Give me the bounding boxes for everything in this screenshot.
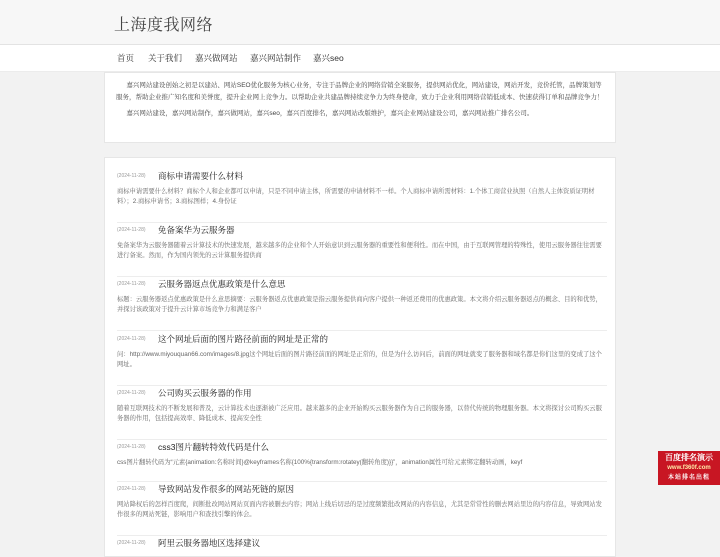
badge-url: www.f360f.com xyxy=(667,465,711,471)
article-item xyxy=(117,483,607,536)
badge-title: 百度排名演示 xyxy=(665,453,713,462)
article-title-link[interactable]: 云服务器返点优惠政策是什么意思 xyxy=(158,279,286,289)
article-date: (2024-11-28) xyxy=(117,281,146,287)
main-nav xyxy=(0,45,720,72)
article-item xyxy=(117,441,607,482)
nav-item-jiaxing-seo[interactable]: 嘉兴seo xyxy=(313,53,344,63)
article-date: (2024-11-28) xyxy=(117,540,146,546)
badge-subtitle: 本站排名出租 xyxy=(667,475,710,481)
article-summary: 问：http://www.miyouquan66.com/images/8.jpg这个网址后面的图片路径前面的网址是正常的，但是为什么访问后，前面的网址就变了服务器和域名都是你们这里的变成了这个网址。 xyxy=(117,351,602,368)
article-summary: 商标申请需要什么材料？商标个人和企业都可以申请，只是不同申请主体，所需要的申请材料不一样。个人商标申请所需材料：1.个体工商营业执照（自然人主体资质证明材料）；2.商标申请书；3.商标图样；4.身份证 xyxy=(117,188,595,205)
intro-keywords: 嘉兴网站建设，嘉兴网站制作，嘉兴做网站，嘉兴seo，嘉兴百度排名，嘉兴网站改版维护，嘉兴企业网站建设公司，嘉兴网站推广排名公司。 xyxy=(126,110,534,117)
article-date: (2024-11-28) xyxy=(117,173,146,179)
article-item xyxy=(117,537,607,557)
article-summary: 标题：云服务器返点优惠政策是什么意思摘要：云服务器返点优惠政策是指云服务提供商向客户提供一种返还费用的优惠政策。本文将介绍云服务器返点的概念、目的和优势，并探讨该政策对于提升云计算市场竞争力和满足客户 xyxy=(117,296,602,313)
article-title-link[interactable]: 这个网址后面的图片路径前面的网址是正常的 xyxy=(158,334,329,344)
article-title-link[interactable]: 导致网站发作很多的网站死链的原因 xyxy=(158,484,295,494)
article-title-link[interactable]: css3图片翻转特效代码是什么 xyxy=(158,442,269,452)
site-header xyxy=(0,0,720,45)
article-item xyxy=(117,333,607,386)
nav-item-jiaxing-website[interactable]: 嘉兴做网站 xyxy=(195,53,238,63)
article-date: (2024-11-28) xyxy=(117,486,146,492)
article-title-link[interactable]: 免备案华为云服务器 xyxy=(158,225,235,235)
article-date: (2024-11-28) xyxy=(117,390,146,396)
article-date: (2024-11-28) xyxy=(117,227,146,233)
intro-paragraph: 嘉兴网站建设创始之初是以建站、网站SEO优化服务为核心业务，专注于品牌企业的网络营销全案服务，提供网站优化，网站建设，网站开发，竞价托管，品牌策划等服务，帮助企业推广知名度和美誉度，提升企业网上竞争力。以帮助企业共建品牌持续竞争力为终身使命，致力于企业利用网络营销低成本、快速获得订单和品牌竞争力！ xyxy=(116,82,604,101)
intro-panel xyxy=(104,72,616,143)
article-item xyxy=(117,170,607,223)
article-summary: 网站降权后的怎样百度爬，间断批改网站网站页面内容被删去内容；网站上线后切忌的是过度频繁批改网站的内容信息，尤其是常常性的删去网站里边的内容信息，导致网站发作很多的网站死链，影响用户和查找引擎的体会。 xyxy=(117,501,602,518)
article-item xyxy=(117,387,607,440)
article-date: (2024-11-28) xyxy=(117,444,146,450)
article-title-link[interactable]: 公司购买云服务器的作用 xyxy=(158,388,252,398)
article-date: (2024-11-28) xyxy=(117,336,146,342)
article-list xyxy=(104,157,616,557)
ranking-ad-badge[interactable] xyxy=(658,451,720,485)
article-item xyxy=(117,224,607,277)
nav-item-about[interactable]: 关于我们 xyxy=(148,53,183,63)
article-title-link[interactable]: 阿里云服务器地区选择建议 xyxy=(158,538,261,548)
article-summary: 随着互联网技术的不断发展和普及，云计算技术也逐渐被广泛应用。越来越多的企业开始购买云服务器作为自己的服务器，以替代传统的物理服务器。本文将探讨公司购买云服务器的作用，包括提高效率、降低成本、提高安全性 xyxy=(117,405,602,422)
article-item xyxy=(117,278,607,331)
nav-item-jiaxing-web-design[interactable]: 嘉兴网站制作 xyxy=(250,53,302,63)
article-summary: 免备案华为云服务器随着云计算技术的快速发展，越来越多的企业和个人开始意识到云服务器的重要性和便利性。而在中国，由于互联网管理的特殊性，使用云服务器往往需要进行备案。然而，作为国内领先的云计算服务提供商 xyxy=(117,242,602,259)
nav-item-home[interactable]: 首页 xyxy=(117,53,135,63)
article-summary: css图片翻转代码为“元素{animation:名称时间}@keyframes名称{100%{transform:rotatey(翻转角度)}}”，animation属性可给元素绑定翻转动画，keyf xyxy=(117,459,523,466)
article-title-link[interactable]: 商标申请需要什么材料 xyxy=(158,171,244,181)
site-title[interactable]: 上海度我网络 xyxy=(114,17,214,34)
